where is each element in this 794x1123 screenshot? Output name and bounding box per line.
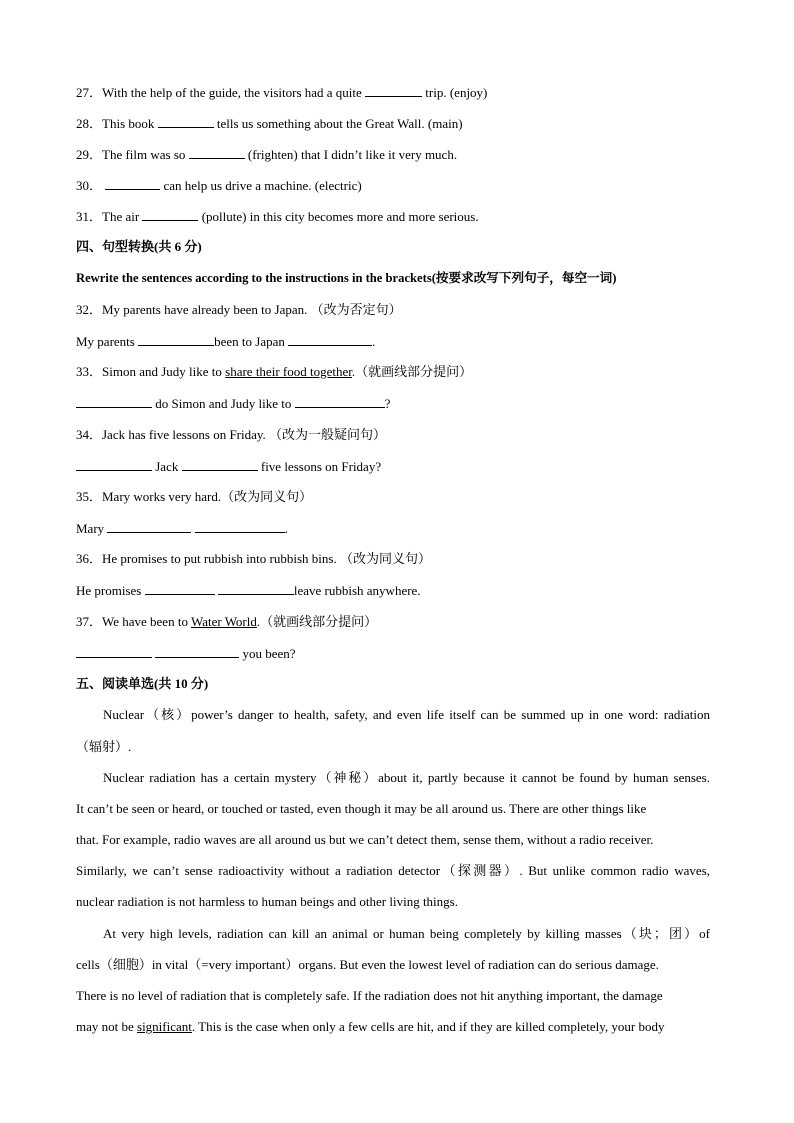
question-text: can help us drive a machine. (electric) [163, 178, 362, 193]
question-text: (frighten) that I didn’t like it very much. [247, 147, 458, 162]
question-number: 31． [76, 209, 103, 224]
answer-blank[interactable] [155, 645, 239, 658]
answer-text: five lessons on Friday? [260, 459, 382, 474]
passage-text: may not be [76, 1019, 134, 1034]
answer-blank[interactable] [76, 645, 152, 658]
question-28 [76, 115, 463, 132]
answer-text: . [284, 521, 288, 536]
passage-line: that. For example, radio waves are all around us but we can’t detect them, sense them, without a radio receiver. [76, 832, 654, 847]
answer-blank[interactable] [365, 84, 422, 97]
question-number: 29． [76, 147, 103, 162]
question-text: tells us something about the Great Wall. (main) [216, 116, 463, 131]
answer-blank[interactable] [218, 582, 294, 595]
answer-text: He promises [76, 583, 142, 598]
passage-line [76, 1019, 710, 1035]
underlined-phrase: share their food together [225, 364, 352, 379]
answer-blank[interactable] [76, 395, 152, 408]
answer-text: you been? [242, 646, 296, 661]
passage-line: Similarly, we can’t sense radioactivity without a radiation detector（探测器）. But unlike common radio waves, [76, 863, 710, 878]
question-33 [76, 364, 472, 380]
question-30 [76, 177, 362, 194]
answer-blank[interactable] [105, 177, 160, 190]
question-text: trip. (enjoy) [425, 85, 488, 100]
underlined-word: significant [137, 1019, 192, 1034]
answer-blank[interactable] [295, 395, 385, 408]
answer-text: My parents [76, 334, 135, 349]
answer-blank[interactable] [138, 333, 214, 346]
question-text: 37．We have been to [76, 614, 188, 629]
question-number: 30． [76, 178, 103, 193]
question-27 [76, 84, 487, 101]
question-text: With the help of the guide, the visitors had a quite [102, 85, 362, 100]
question-29 [76, 146, 457, 163]
passage-line: There is no level of radiation that is completely safe. If the radiation does not hit anything important, the damage [76, 988, 663, 1003]
section-4-instruction: Rewrite the sentences according to the instructions in the brackets(按要求改写下列句子，每空一词) [76, 271, 617, 285]
question-text: This book [102, 116, 155, 131]
answer-blank[interactable] [182, 458, 258, 471]
answer-blank[interactable] [107, 520, 191, 533]
question-32: 32．My parents have already been to Japan. （改为否定句） [76, 302, 402, 317]
question-text: The film was so [102, 147, 186, 162]
passage-line: It can’t be seen or heard, or touched or tasted, even though it may be all around us. There are other things like [76, 801, 647, 816]
answer-32 [76, 333, 375, 350]
answer-blank[interactable] [189, 146, 245, 159]
answer-blank[interactable] [142, 208, 198, 221]
question-text: 33．Simon and Judy like to [76, 364, 222, 379]
question-31 [76, 208, 479, 225]
answer-33 [76, 395, 390, 412]
section-4-title: 四、句型转换(共 6 分) [76, 239, 202, 254]
answer-35 [76, 520, 288, 537]
passage-line: （辐射）. [76, 739, 132, 754]
question-number: 27． [76, 85, 103, 100]
question-text: The air [102, 209, 140, 224]
question-35: 35．Mary works very hard.（改为同义句） [76, 489, 313, 504]
passage-line: At very high levels, radiation can kill an animal or human being completely by killing masses（块；团）of [103, 926, 710, 941]
answer-text: Mary [76, 521, 105, 536]
question-34: 34．Jack has five lessons on Friday. （改为一般疑问句） [76, 427, 387, 442]
answer-37 [76, 645, 296, 662]
answer-text: ? [384, 396, 391, 411]
question-37 [76, 614, 377, 630]
answer-text: Jack [155, 459, 179, 474]
question-instruction: .（就画线部分提问） [351, 364, 473, 379]
answer-blank[interactable] [288, 333, 372, 346]
passage-line: cells（细胞）in vital（=very important）organs. But even the lowest level of radiation can do serious damage. [76, 957, 659, 972]
underlined-phrase: Water World [190, 614, 257, 629]
question-number: 28． [76, 116, 103, 131]
question-text: (pollute) in this city becomes more and more serious. [201, 209, 479, 224]
question-instruction: .（就画线部分提问） [256, 614, 378, 629]
answer-text: . [372, 334, 376, 349]
answer-blank[interactable] [158, 115, 214, 128]
answer-text: been to Japan [214, 334, 285, 349]
answer-34 [76, 458, 381, 475]
answer-blank[interactable] [145, 582, 215, 595]
passage-line: Nuclear radiation has a certain mystery（神秘）about it, partly because it cannot be found by human senses. [103, 770, 710, 785]
passage-text: . This is the case when only a few cells are hit, and if they are killed completely, your body [191, 1019, 665, 1034]
passage-line: Nuclear（核）power’s danger to health, safety, and even life itself can be summed up in one word: radiation [103, 707, 710, 722]
answer-text: leave rubbish anywhere. [293, 583, 421, 598]
answer-36 [76, 582, 421, 599]
question-36: 36．He promises to put rubbish into rubbish bins. （改为同义句） [76, 551, 431, 566]
answer-blank[interactable] [76, 458, 152, 471]
passage-line: nuclear radiation is not harmless to human beings and other living things. [76, 894, 458, 909]
answer-blank[interactable] [195, 520, 285, 533]
section-5-title: 五、阅读单选(共 10 分) [76, 676, 209, 691]
answer-text: do Simon and Judy like to [155, 396, 292, 411]
